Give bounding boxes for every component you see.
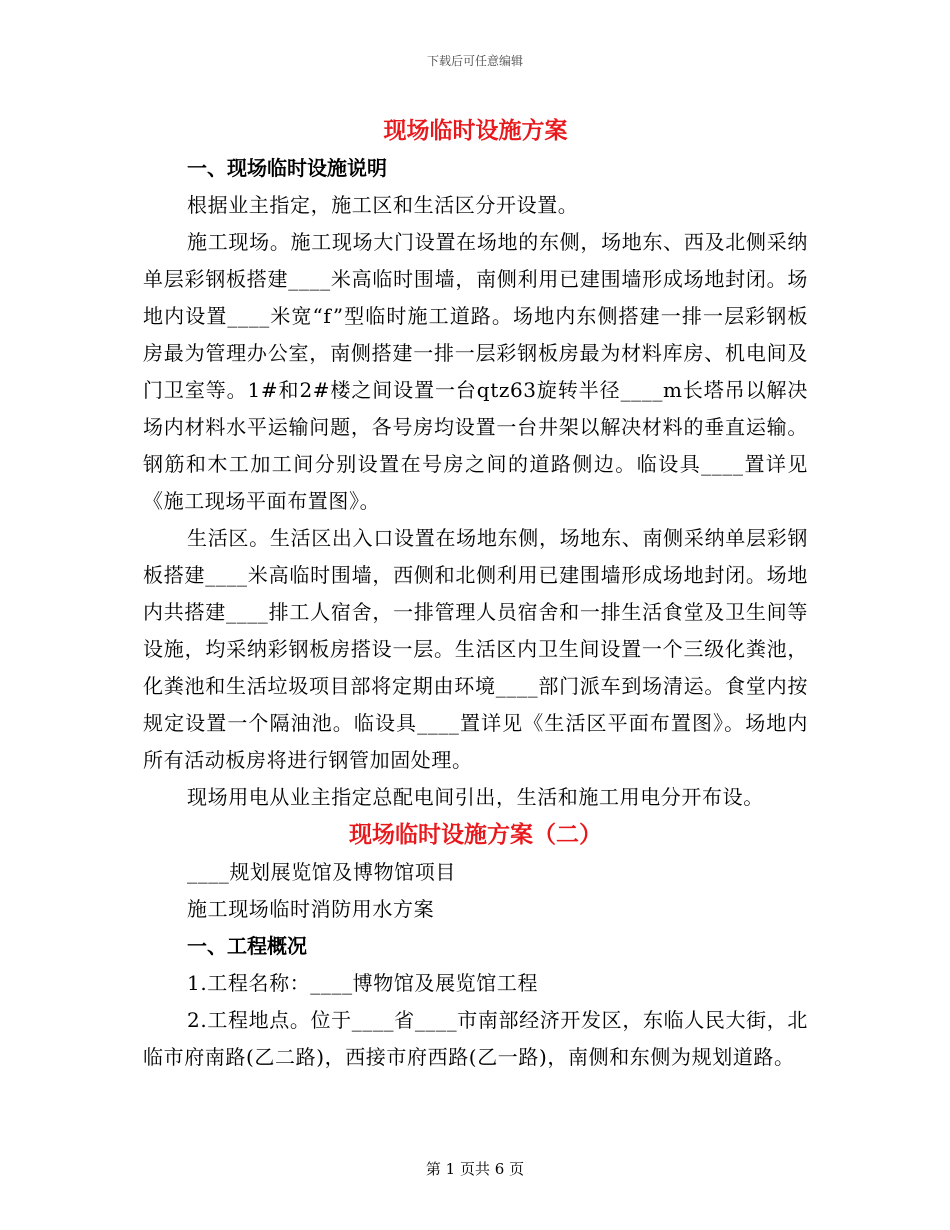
paragraph-project-name: 1.工程名称：____博物馆及展览馆工程 <box>187 971 539 995</box>
document-title-2: 现场临时设施方案（二） <box>349 821 602 848</box>
document-title: 现场临时设施方案 <box>383 117 568 144</box>
paragraph-1: 根据业主指定，施工区和生活区分开设置。 <box>187 193 579 217</box>
paragraph-3: 生活区。生活区出入口设置在场地东侧，场地东、南侧采纳单层彩钢板搭建____米高临时围墙，西侧和北侧利用已建围墙形成场地封闭。场地内共搭建____排工人宿舍，一排管理人员宿舍和一排生活食堂及卫生间等设施，均采纳彩钢板房搭设一层。生活区内卫生间设置一个三级化粪池，化粪池和生活垃圾项目部将定期由环境____部门派车到场清运。食堂内按规定设置一个隔油池。临设具____置详见《生活区平面布置图》。场地内所有活动板房将进行钢管加固处理。 <box>143 526 808 772</box>
plan-name-line: 施工现场临时消防用水方案 <box>187 897 435 921</box>
page-number: 第 1 页共 6 页 <box>425 1160 525 1178</box>
section-heading-2: 一、工程概况 <box>187 934 307 958</box>
paragraph-2: 施工现场。施工现场大门设置在场地的东侧，场地东、西及北侧采纳单层彩钢板搭建____米高临时围墙，南侧利用已建围墙形成场地封闭。场地内设置____米宽“f”型临时施工道路。场地内东侧搭建一排一层彩钢板房最为管理办公室，南侧搭建一排一层彩钢板房最为材料库房、机电间及门卫室等。1#和2#楼之间设置一台qtz63旋转半径____m长塔吊以解决场内材料水平运输问题，各号房均设置一台井架以解决材料的垂直运输。钢筋和木工加工间分别设置在号房之间的道路侧边。临设具____置详见《施工现场平面布置图》。 <box>143 230 808 513</box>
paragraph-4: 现场用电从业主指定总配电间引出，生活和施工用电分开布设。 <box>187 785 764 809</box>
project-name-line: ____规划展览馆及博物馆项目 <box>187 860 456 884</box>
paragraph-project-location: 2.工程地点。位于____省____市南部经济开发区，东临人民大街，北临市府南路(乙二路)，西接市府西路(乙一路)，南侧和东侧为规划道路。 <box>143 1008 808 1069</box>
document-body <box>143 112 808 1076</box>
section-heading-1: 一、现场临时设施说明 <box>187 156 387 180</box>
page-header-note: 下载后可任意编辑 <box>426 54 523 68</box>
